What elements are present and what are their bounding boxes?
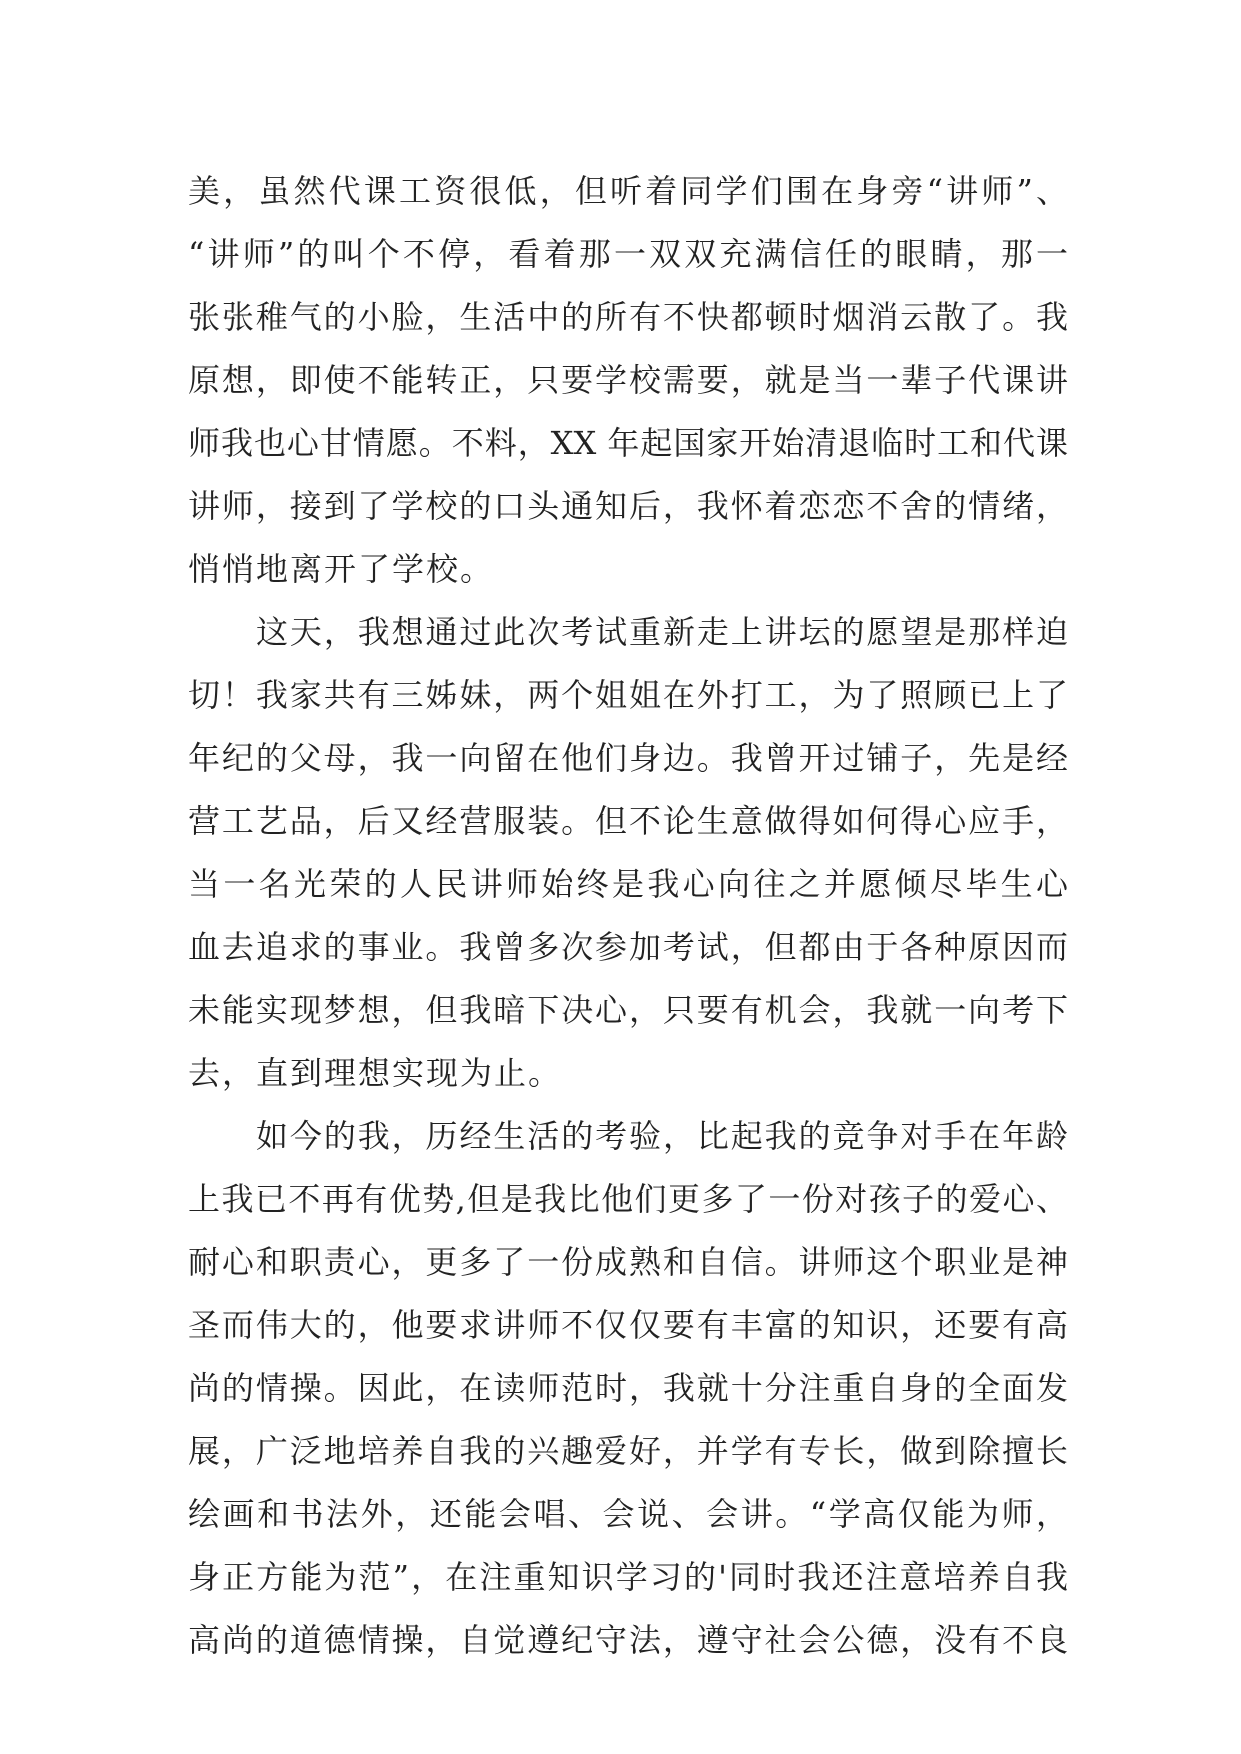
text-line: 身正方能为范”，在注重知识学习的'同时我还注意培养自我 (188, 1558, 1068, 1596)
text-line: 张张稚气的小脸，生活中的所有不快都顿时烟消云散了。我 (188, 298, 1068, 336)
text-line: 未能实现梦想，但我暗下决心，只要有机会，我就一向考下 (188, 991, 1068, 1029)
text-line: 圣而伟大的，他要求讲师不仅仅要有丰富的知识，还要有高 (188, 1306, 1068, 1344)
text-line: 切！我家共有三姊妹，两个姐姐在外打工，为了照顾已上了 (188, 676, 1068, 714)
text-line: 讲师，接到了学校的口头通知后，我怀着恋恋不舍的情绪， (188, 487, 1068, 525)
text-line: 这天，我想通过此次考试重新走上讲坛的愿望是那样迫 (256, 613, 1068, 651)
text-line: 上我已不再有优势,但是我比他们更多了一份对孩子的爱心、 (188, 1180, 1068, 1218)
text-line: 绘画和书法外，还能会唱、会说、会讲。“学高仅能为师， (188, 1495, 1068, 1533)
text-line: 去，直到理想实现为止。 (188, 1054, 563, 1092)
text-line: 耐心和职责心，更多了一份成熟和自信。讲师这个职业是神 (188, 1243, 1068, 1281)
text-line: 展，广泛地培养自我的兴趣爱好，并学有专长，做到除擅长 (188, 1432, 1068, 1470)
text-line: 美，虽然代课工资很低，但听着同学们围在身旁“讲师”、 (188, 172, 1068, 210)
text-line: 悄悄地离开了学校。 (188, 550, 495, 588)
body-text (188, 160, 1068, 1672)
text-line: 师我也心甘情愿。不料，XX 年起国家开始清退临时工和代课 (188, 424, 1068, 462)
text-line: 营工艺品，后又经营服装。但不论生意做得如何得心应手， (188, 802, 1068, 840)
text-line: “讲师”的叫个不停，看着那一双双充满信任的眼睛，那一 (188, 235, 1068, 273)
text-line: 尚的情操。因此，在读师范时，我就十分注重自身的全面发 (188, 1369, 1068, 1407)
text-line: 高尚的道德情操，自觉遵纪守法，遵守社会公德，没有不良 (188, 1621, 1068, 1659)
text-line: 血去追求的事业。我曾多次参加考试，但都由于各种原因而 (188, 928, 1068, 966)
text-line: 原想，即使不能转正，只要学校需要，就是当一辈子代课讲 (188, 361, 1068, 399)
text-line: 如今的我，历经生活的考验，比起我的竞争对手在年龄 (256, 1117, 1068, 1155)
text-line: 年纪的父母，我一向留在他们身边。我曾开过铺子，先是经 (188, 739, 1068, 777)
text-line: 当一名光荣的人民讲师始终是我心向往之并愿倾尽毕生心 (188, 865, 1068, 903)
